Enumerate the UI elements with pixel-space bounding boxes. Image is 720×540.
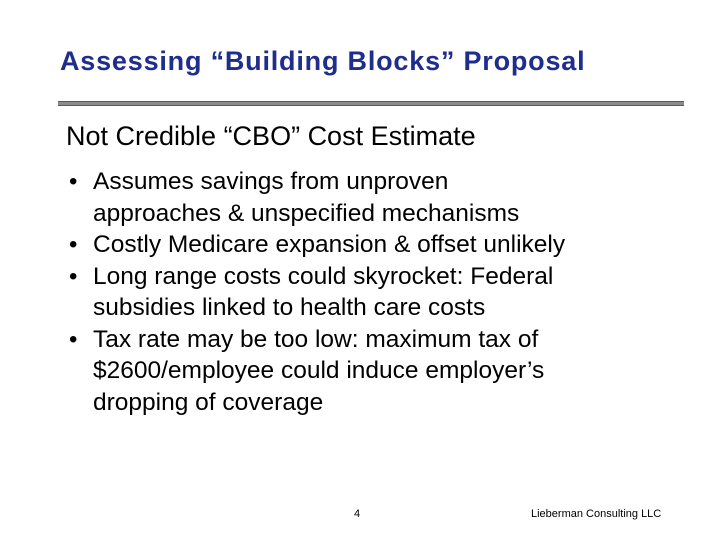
title-divider [58, 101, 684, 106]
bullet-line: $2600/employee could induce employer’s [93, 357, 545, 384]
bullet-line: Assumes savings from unproven [93, 168, 449, 195]
bullet-icon: • [69, 325, 78, 353]
bullet-line: Long range costs could skyrocket: Federal [93, 262, 554, 290]
bullet-item [66, 166, 696, 229]
bullet-list [66, 166, 696, 418]
slide-title: Assessing “Building Blocks” Proposal [60, 46, 586, 76]
bullet-line: Tax rate may be too low: maximum tax of [93, 325, 539, 353]
bullet-line: approaches & unspecified mechanisms [93, 199, 520, 227]
page-number: 4 [354, 508, 361, 520]
bullet-line: subsidies linked to health care costs [93, 294, 486, 321]
bullet-icon: • [69, 168, 78, 195]
footer-company: Lieberman Consulting LLC [531, 508, 662, 520]
bullet-item [66, 261, 696, 324]
bullet-line: Costly Medicare expansion & offset unlikely [93, 231, 566, 258]
bullet-item [66, 229, 696, 261]
bullet-icon: • [69, 231, 78, 258]
bullet-line: dropping of coverage [93, 388, 324, 416]
bullet-item [66, 324, 696, 419]
bullet-icon: • [69, 262, 78, 290]
section-heading: Not Credible “CBO” Cost Estimate [66, 121, 476, 151]
